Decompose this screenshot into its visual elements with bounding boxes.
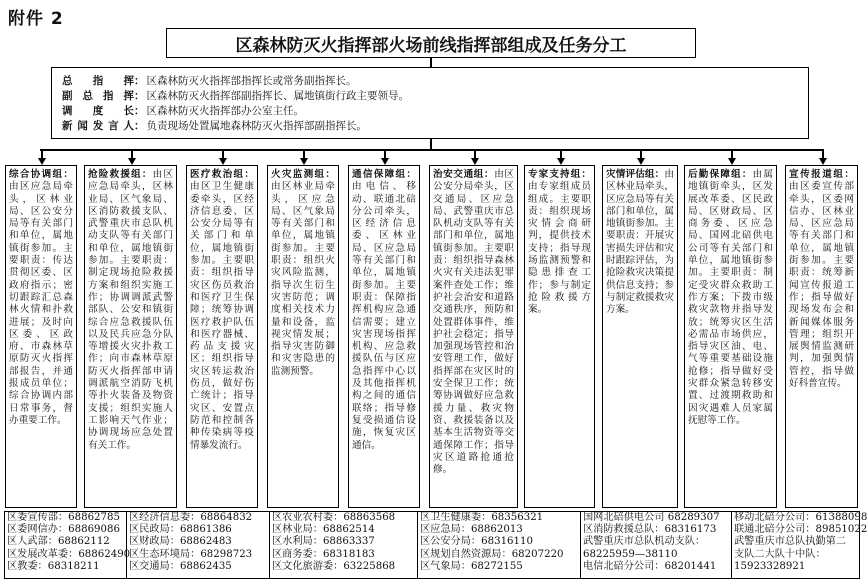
arrow-down-icon xyxy=(38,158,46,165)
contact-column xyxy=(418,512,581,578)
group-body: 由区林业局牵头，区应急局、区气象局等有关部门和单位，属地镇街参加。主要职责：组织火灾风险监测，指导次生衍生灾害防范；调度相关技术力量和设备，监视灾情发展；指导灾害防御和灾害隐患的监测预警。 xyxy=(271,181,335,377)
group-body: 由区林业局牵头，区应急局等有关部门和单位，属地镇街参加。主要职责：开展灾害损失评估和灾时跟踪评估，为抢险救灾决策提供信息支持；参与制定救援救灾方案。 xyxy=(606,169,674,316)
group-title: 治安交通组： xyxy=(433,169,495,180)
contact-row: 区农业农村委：68863568 xyxy=(272,512,396,523)
arrow-down-icon xyxy=(300,158,308,165)
group-monitoring xyxy=(267,165,339,508)
group-title: 灾情评估组： xyxy=(606,169,665,180)
contact-row: 区应急局：68862013 xyxy=(420,524,523,536)
group-body: 由专家组成员组成。主要职责：组织现场灾情会商研判，提供技术支持；指导现场监测预警和隐患排查工作；参与制定抢险救援方案。 xyxy=(528,181,591,316)
arrow-down-icon xyxy=(557,158,565,165)
group-title: 通信保障组： xyxy=(352,169,416,180)
contact-row: 区规划自然资源局：68207220 xyxy=(420,548,564,560)
group-title: 火灾监测组： xyxy=(271,169,335,180)
group-body: 由区委宣传部牵头，区委网信办、区林业局、区应急局等有关部门和单位，属地镇街参加。主要职责：统筹新闻宣传报道工作；指导做好现场发布会和新闻媒体服务管理；组织开展舆情监测研判，加强舆情管控，指导做好科普宣传。 xyxy=(789,181,854,390)
arrow-down-icon xyxy=(219,158,227,165)
contact-row: 区林业局：68862514 xyxy=(272,524,375,536)
contact-row: 区发展改革委：68862490 xyxy=(7,548,131,560)
group-body: 由电信、移动、联通北碚分公司牵头，区经济信息委、区林业局、区应急局等有关部门和单位，属地镇街参加。主要职责：保障指挥机构应急通信需要；建立灾害现场指挥机构、应急救援队伍与区应急指挥中心以及其他指挥机构之间的通信联络；指导修复受损通信设施，恢复灾区通信。 xyxy=(352,181,416,451)
contact-row: 支队二大队十中队： xyxy=(734,548,826,560)
contact-row: 移动北碚分公司：61388098 xyxy=(734,512,867,523)
group-body: 由属地镇街牵头，区发展改革委、区民政局、区财政局、区商务委、区应急局、国网北碚供电公司等有关部门和单位，属地镇街参加。主要职责：制定受灾群众救助工作方案；下拨市级救灾款物并指导发放；统筹灾区生活必需品市场供应，指导灾区油、电、气等重要基础设施抢修；指导做好受灾群众紧急转移安置、过渡期救助和因灾遇难人员家属抚慰等工作。 xyxy=(688,169,774,426)
command-row: 总指挥 ： 区森林防灭火指挥部指挥长或常务副指挥长。 xyxy=(62,75,357,87)
group-logistics xyxy=(684,165,777,508)
contact-row: 武警重庆市总队机动支队： xyxy=(583,536,706,548)
group-medical xyxy=(186,165,258,508)
contact-row: 区人武部：68862112 xyxy=(7,536,110,548)
group-publicity xyxy=(785,165,858,508)
contact-row: 区生态环境局：68298723 xyxy=(129,548,253,560)
contact-table xyxy=(4,511,867,579)
group-body: 由区应急局牵头，区林业局、区公安分局等有关部门和单位，属地镇街参加。主要职责：传达贯彻区委、区政府指示；密切跟踪汇总森林火情和扑救进展；及时向区委、区政府、市森林草原防灭火指挥部报告，并通报成员单位；综合协调内部日常事务，督办重要工作。 xyxy=(9,181,73,426)
group-title: 医疗救治组： xyxy=(190,169,254,180)
command-box xyxy=(51,67,809,139)
contact-row: 区教委：68318211 xyxy=(7,560,100,572)
contact-row: 区交通局：68862435 xyxy=(129,560,232,572)
chart-title: 区森林防灭火指挥部火场前线指挥部组成及任务分工 xyxy=(166,28,696,58)
contact-column xyxy=(270,512,418,578)
connector-bus xyxy=(40,149,824,151)
group-title: 宣传报道组： xyxy=(789,169,854,180)
group-communication xyxy=(348,165,420,508)
command-text: 负责现场处置属地森林防灭火指挥部副指挥长。 xyxy=(146,120,367,132)
contact-column xyxy=(732,512,867,578)
arrow-down-icon xyxy=(728,158,736,165)
group-body: 由区应急局牵头，区林业局、区气象局、区消防救援支队、武警重庆市总队机动支队等有关部门和单位，属地镇街参加。主要职责：制定现场抢险救援方案和组织实施工作；协调调派武警部队、公安和镇街综合应急救援队伍以及民兵应急分队等增援火灾扑救工作；向市森林草原防灭火指挥部申请调派航空消防飞机等扑火装备及物资支援；组织实施人工影响天气作业；协调现场应急处置有关工作。 xyxy=(88,169,174,451)
contact-row: 区委网信办：68869086 xyxy=(7,524,120,536)
command-text: 区森林防灭火指挥部副指挥长、属地镇街行政主要领导。 xyxy=(146,90,409,102)
command-label: 副总指挥 xyxy=(62,90,134,102)
contact-row: 15923328921 xyxy=(734,560,806,572)
command-label: 新闻发言人 xyxy=(62,120,134,132)
contact-row: 区委宣传部：68862785 xyxy=(7,512,120,523)
contact-row: 区文化旅游委：63225868 xyxy=(272,560,396,572)
group-comprehensive xyxy=(5,165,77,508)
contact-row: 68225959—38110 xyxy=(583,548,678,560)
arrow-down-icon xyxy=(637,158,645,165)
group-rescue xyxy=(84,165,177,508)
arrow-down-icon xyxy=(471,158,479,165)
group-body: 由区卫生健康委牵头，区经济信息委、区公安分局等有关部门和单位，属地镇街参加。主要职责：组织指导灾区伤员救治和医疗卫生保障；统筹协调医疗救护队伍和医疗器械、药品支援灾区；组织指导灾区转运救治伤员，做好伤亡统计；指导灾区、安置点防范和控制各种传染病等疫情暴发流行。 xyxy=(190,181,254,451)
contact-row: 区水利局：68863337 xyxy=(272,536,375,548)
command-label: 总指挥 xyxy=(62,75,134,87)
group-expert xyxy=(524,165,595,508)
arrow-down-icon xyxy=(819,158,827,165)
command-label: 调度长 xyxy=(62,105,134,117)
contact-row: 区气象局：68272155 xyxy=(420,560,523,572)
contact-row: 区公安分局：68316110 xyxy=(420,536,533,548)
group-assessment xyxy=(602,165,678,508)
contact-row: 国网北碚供电公司 68289307 xyxy=(583,512,720,523)
attachment-label: 附件 2 xyxy=(8,9,64,29)
contact-column xyxy=(127,512,270,578)
group-title: 后勤保障组： xyxy=(688,169,753,180)
contact-row: 武警重庆市总队执勤第二 xyxy=(734,536,847,548)
group-title: 综合协调组： xyxy=(9,169,73,180)
command-text: 区森林防灭火指挥部指挥长或常务副指挥长。 xyxy=(146,75,357,87)
contact-row: 区消防救援总队：68316173 xyxy=(583,524,717,536)
contact-row: 区卫生健康委：68356321 xyxy=(420,512,544,523)
contact-row: 电信北碚分公司：68201441 xyxy=(583,560,717,572)
group-title: 抢险救援组： xyxy=(88,169,153,180)
group-title: 专家支持组： xyxy=(528,169,591,180)
group-body: 由区公安分局牵头，区交通局、区应急局、武警重庆市总队机动支队等有关部门和单位，属地镇街参加。主要职责：组织指导森林火灾有关违法犯罪案件查处工作；维护社会治安和道路交通秩序，预防和处置群体事件，维护社会稳定；指导加强现场管控和治安管理工作，做好指挥部在灾区时的安全保卫工作；统筹协调做好应急救援力量、救灾物资、救援装备以及基本生活物资等交通保障工作；指导灾区道路抢通抢修。 xyxy=(433,169,515,476)
contact-column xyxy=(5,512,131,578)
arrow-down-icon xyxy=(381,158,389,165)
command-row: 调度长 ： 区森林防灭火指挥部办公室主任。 xyxy=(62,105,304,117)
arrow-down-icon xyxy=(128,158,136,165)
contact-column xyxy=(581,512,732,578)
contact-row: 区经济信息委：68864832 xyxy=(129,512,253,523)
command-text: 区森林防灭火指挥部办公室主任。 xyxy=(146,105,304,117)
contact-row: 联通北碚分公司：89851022 xyxy=(734,524,867,536)
command-row: 副总指挥 ： 区森林防灭火指挥部副指挥长、属地镇街行政主要领导。 xyxy=(62,90,409,102)
contact-row: 区民政局：68861386 xyxy=(129,524,232,536)
connector-title xyxy=(430,58,432,67)
contact-row: 区财政局：68862483 xyxy=(129,536,232,548)
group-security-traffic xyxy=(429,165,518,508)
command-row: 新闻发言人 ： 负责现场处置属地森林防灭火指挥部副指挥长。 xyxy=(62,120,367,132)
contact-row: 区商务委：68318183 xyxy=(272,548,375,560)
